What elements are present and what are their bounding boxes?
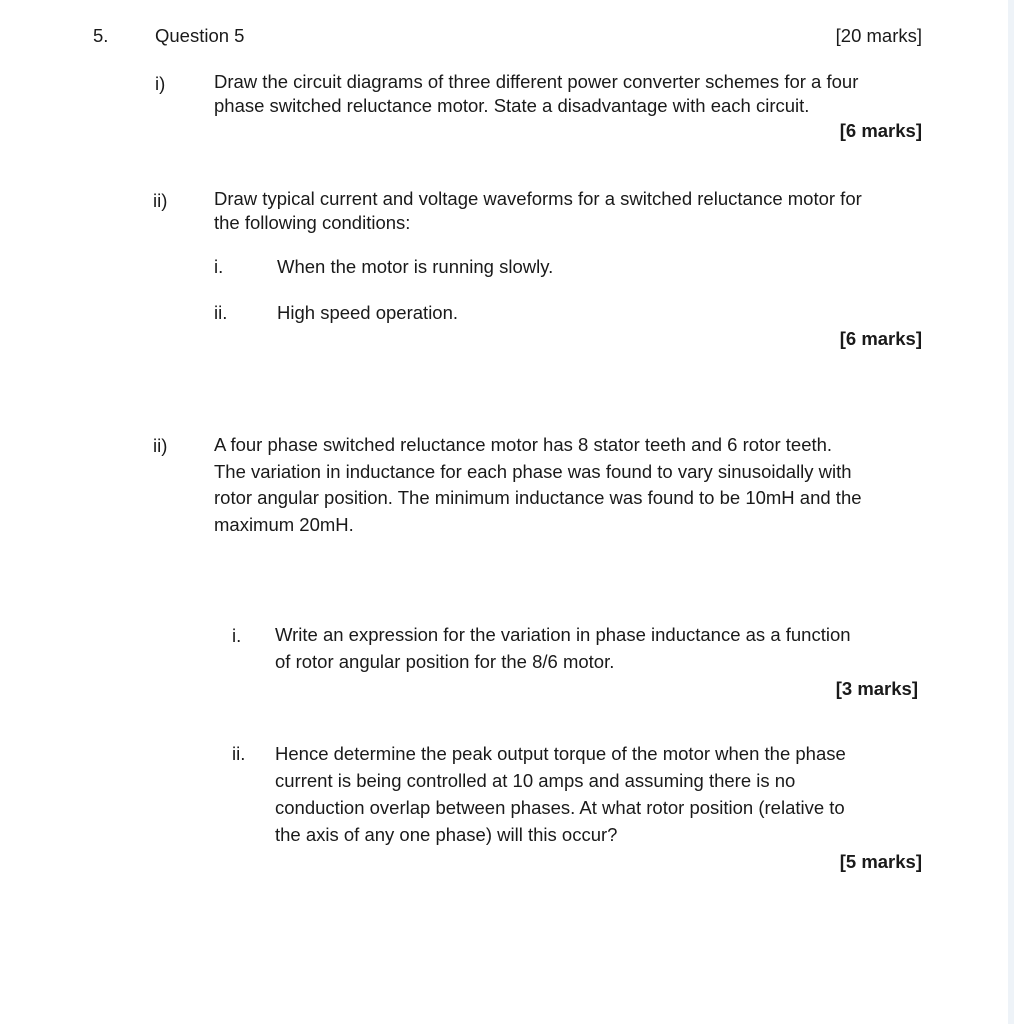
part1-label: i) xyxy=(155,73,166,94)
part2-line-2: the following conditions: xyxy=(214,212,411,233)
part2-item-1-text: When the motor is running slowly. xyxy=(277,256,554,277)
part3-sub1-line-2: of rotor angular position for the 8/6 motor. xyxy=(275,650,615,672)
question-number: 5. xyxy=(93,25,109,46)
part2-item-2-label: ii. xyxy=(214,302,228,323)
page-edge xyxy=(1008,0,1014,1024)
question-title: Question 5 xyxy=(155,25,245,46)
part3-line-3: rotor angular position. The minimum inductance was found to be 10mH and the xyxy=(214,487,862,508)
part3-sub2-line-3: conduction overlap between phases. At what rotor position (relative to xyxy=(275,797,845,818)
part2-text xyxy=(214,187,862,235)
part1-text xyxy=(214,70,858,118)
part3-sub2-text xyxy=(275,740,846,848)
part2-item-1-label: i. xyxy=(214,256,224,277)
part3-sub2-label: ii. xyxy=(232,743,246,764)
part3-sub2-line-2: current is being controlled at 10 amps and assuming there is no xyxy=(275,770,796,791)
part3-sub1-label: i. xyxy=(232,625,242,646)
part3-label: ii) xyxy=(153,435,168,456)
part3-sub1-line-1: Write an expression for the variation in phase inductance as a function xyxy=(275,624,851,645)
part3-sub1-text xyxy=(275,622,851,675)
part2-label: ii) xyxy=(153,190,168,211)
part3-sub2-line-4: the axis of any one phase) will this occur? xyxy=(275,824,618,845)
part3-sub2-line-1: Hence determine the peak output torque of the motor when the phase xyxy=(275,743,846,764)
part1-line-1: Draw the circuit diagrams of three different power converter schemes for a four xyxy=(214,71,859,92)
part1-marks: [6 marks] xyxy=(839,120,922,141)
question-total-marks: [20 marks] xyxy=(835,25,922,46)
part3-line-1: A four phase switched reluctance motor has 8 stator teeth and 6 rotor teeth. xyxy=(214,434,833,455)
part3-sub1-marks: [3 marks] xyxy=(835,678,918,699)
part2-line-1: Draw typical current and voltage waveforms for a switched reluctance motor for xyxy=(214,188,862,209)
part3-line-4: maximum 20mH. xyxy=(214,513,354,535)
part1-line-2: phase switched reluctance motor. State a disadvantage with each circuit. xyxy=(214,95,810,116)
part3-sub2-marks: [5 marks] xyxy=(839,851,922,872)
part3-line-2: The variation in inductance for each phase was found to vary sinusoidally with xyxy=(214,460,852,482)
part3-text xyxy=(214,432,862,538)
part2-marks: [6 marks] xyxy=(839,328,922,349)
part2-item-2-text: High speed operation. xyxy=(277,302,459,323)
